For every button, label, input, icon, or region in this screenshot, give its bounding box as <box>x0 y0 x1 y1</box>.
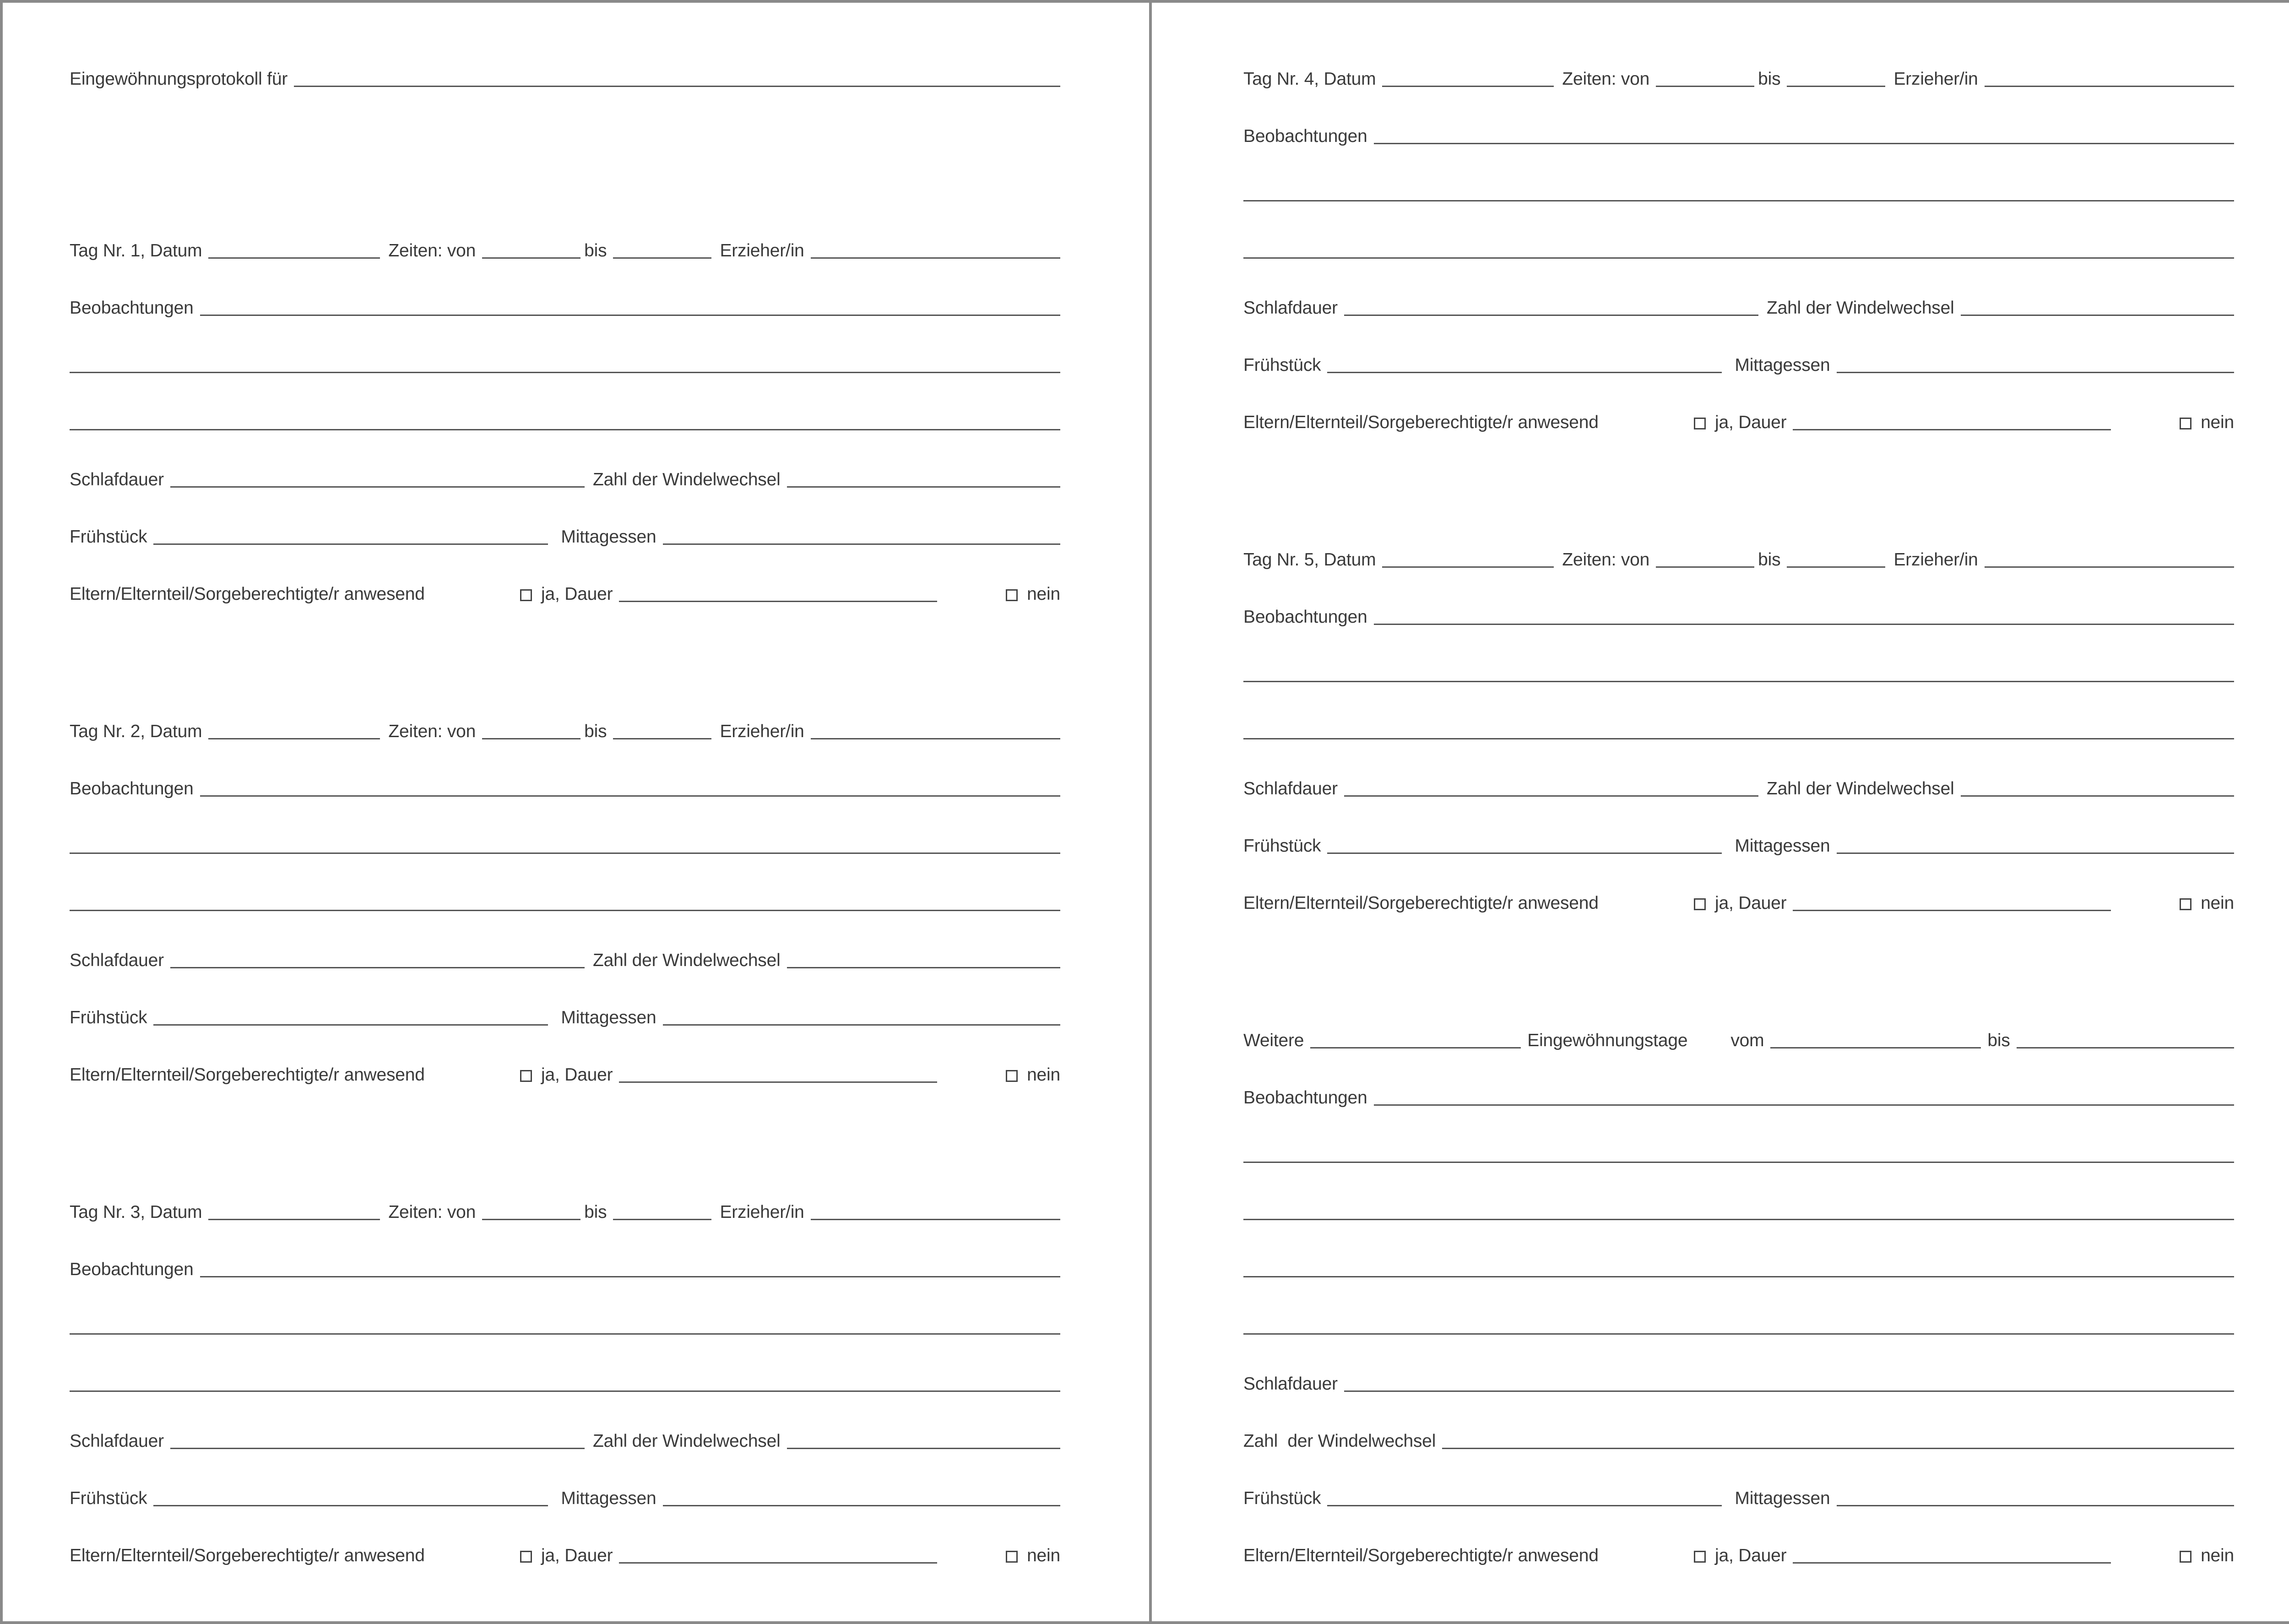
further-nein-option[interactable] <box>2180 1547 2234 1564</box>
day-5-sleep-field[interactable] <box>1344 795 1758 797</box>
day-5-educator-field[interactable] <box>1985 566 2234 568</box>
day-3-observations-line-2 <box>70 1310 1060 1336</box>
bis-label: bis <box>584 1202 607 1222</box>
day-4-educator-field[interactable] <box>1985 86 2234 87</box>
day-5-time-to-field[interactable] <box>1787 566 1885 568</box>
day-4-nein-option[interactable] <box>2180 413 2234 431</box>
day-5-meals-row <box>1243 829 2234 855</box>
day-4-parents-row <box>1243 406 2234 431</box>
bis-label: bis <box>1758 69 1781 89</box>
zeiten-von-label: Zeiten: von <box>388 1202 476 1222</box>
day-5-header-row <box>1243 543 2234 569</box>
ja-dauer-label: ja, Dauer <box>541 1065 613 1085</box>
bis-label: bis <box>584 241 607 261</box>
eltern-label: Eltern/Elternteil/Sorgeberechtigte/r anwesend <box>70 1065 425 1085</box>
day-4-observations-field[interactable] <box>1374 143 2234 144</box>
day-1-educator-field[interactable] <box>811 257 1060 259</box>
fruehstueck-label: Frühstück <box>70 1488 147 1508</box>
further-parents-row <box>1243 1539 2234 1564</box>
windelwechsel-label: Zahl der Windelwechsel <box>592 470 781 489</box>
day-3-title: Tag Nr. 3, Datum <box>70 1202 202 1222</box>
day-5-ja-checkbox[interactable] <box>1694 898 1706 910</box>
day-1-nein-checkbox[interactable] <box>1006 589 1018 601</box>
zeiten-von-label: Zeiten: von <box>1562 550 1650 570</box>
ja-dauer-label: ja, Dauer <box>1715 1546 1787 1565</box>
windelwechsel-label: Zahl der Windelwechsel <box>1243 1431 1436 1451</box>
day-1-observations-field[interactable] <box>200 315 1060 316</box>
day-4-title: Tag Nr. 4, Datum <box>1243 69 1376 89</box>
day-2-observations-field-3[interactable] <box>70 910 1060 911</box>
day-5-lunch-field[interactable] <box>1837 853 2235 854</box>
day-5-nein-checkbox[interactable] <box>2180 898 2191 910</box>
mittagessen-label: Mittagessen <box>561 527 656 547</box>
day-5-sleep-row <box>1243 772 2234 798</box>
mittagessen-label: Mittagessen <box>1735 355 1830 375</box>
day-2-meals-row <box>70 1001 1060 1027</box>
day-4-diaper-field[interactable] <box>1961 315 2234 316</box>
day-4-observations-line-2 <box>1243 177 2234 202</box>
beobachtungen-label: Beobachtungen <box>70 1260 194 1279</box>
further-ja-option[interactable] <box>1694 1547 1793 1564</box>
day-2-sleep-row <box>70 944 1060 969</box>
bis-label: bis <box>1758 550 1781 570</box>
further-breakfast-field[interactable] <box>1327 1505 1722 1506</box>
further-diaper-field[interactable] <box>1442 1448 2234 1449</box>
day-1-observations-row <box>70 291 1060 317</box>
beobachtungen-label: Beobachtungen <box>1243 607 1367 627</box>
day-4-ja-checkbox[interactable] <box>1694 418 1706 429</box>
windelwechsel-label: Zahl der Windelwechsel <box>592 951 781 970</box>
day-3-date-field[interactable] <box>208 1219 380 1220</box>
day-2-time-from-field[interactable] <box>482 738 580 739</box>
day-5-duration-field[interactable] <box>1793 910 2111 911</box>
day-2-lunch-field[interactable] <box>663 1024 1061 1026</box>
day-3-sleep-field[interactable] <box>170 1448 585 1449</box>
zeiten-von-label: Zeiten: von <box>388 722 476 741</box>
day-1-ja-option[interactable] <box>520 585 619 603</box>
day-1-title: Tag Nr. 1, Datum <box>70 241 202 261</box>
day-2-observations-line-3 <box>70 886 1060 912</box>
eltern-label: Eltern/Elternteil/Sorgeberechtigte/r anwesend <box>70 1546 425 1565</box>
child-name-row <box>70 62 1060 88</box>
day-1-observations-line-2 <box>70 348 1060 374</box>
day-3-diaper-field[interactable] <box>787 1448 1060 1449</box>
bis-label: bis <box>584 722 607 741</box>
right-page <box>1149 0 2289 1624</box>
day-2-sleep-field[interactable] <box>170 967 585 968</box>
fruehstueck-label: Frühstück <box>1243 355 1321 375</box>
day-1-time-from-field[interactable] <box>482 257 580 259</box>
day-4-breakfast-field[interactable] <box>1327 372 1722 373</box>
erzieher-label: Erzieher/in <box>1893 550 1978 570</box>
day-1-observations-field-2[interactable] <box>70 372 1060 373</box>
zeiten-von-label: Zeiten: von <box>1562 69 1650 89</box>
fruehstueck-label: Frühstück <box>70 1008 147 1027</box>
day-2-ja-option[interactable] <box>520 1066 619 1084</box>
mittagessen-label: Mittagessen <box>561 1488 656 1508</box>
day-2-observations-field[interactable] <box>200 795 1060 797</box>
further-observations-field-4[interactable] <box>1243 1276 2234 1277</box>
further-observations-line-4 <box>1243 1253 2234 1278</box>
day-4-time-from-field[interactable] <box>1656 86 1754 87</box>
beobachtungen-label: Beobachtungen <box>70 298 194 318</box>
further-observations-line-5 <box>1243 1310 2234 1336</box>
day-5-nein-option[interactable] <box>2180 894 2234 912</box>
eltern-label: Eltern/Elternteil/Sorgeberechtigte/r anwesend <box>1243 1546 1599 1565</box>
nein-label: nein <box>2201 1546 2234 1565</box>
day-2-nein-option[interactable] <box>1006 1066 1060 1084</box>
day-4-nein-checkbox[interactable] <box>2180 418 2191 429</box>
fruehstueck-label: Frühstück <box>1243 1488 1321 1508</box>
further-observations-field[interactable] <box>1374 1104 2234 1106</box>
fruehstueck-label: Frühstück <box>1243 836 1321 856</box>
further-observations-field-3[interactable] <box>1243 1219 2234 1220</box>
schlafdauer-label: Schlafdauer <box>1243 779 1338 798</box>
day-5-breakfast-field[interactable] <box>1327 853 1722 854</box>
day-3-time-to-field[interactable] <box>613 1219 711 1220</box>
ja-dauer-label: ja, Dauer <box>541 584 613 604</box>
day-3-duration-field[interactable] <box>619 1562 937 1564</box>
further-observations-line-2 <box>1243 1138 2234 1164</box>
ja-dauer-label: ja, Dauer <box>1715 893 1787 913</box>
day-2-header-row <box>70 715 1060 740</box>
day-4-ja-option[interactable] <box>1694 413 1793 431</box>
further-lunch-field[interactable] <box>1837 1505 2235 1506</box>
day-5-title: Tag Nr. 5, Datum <box>1243 550 1376 570</box>
form-title: Eingewöhnungsprotokoll für <box>70 69 288 89</box>
further-nein-checkbox[interactable] <box>2180 1551 2191 1563</box>
eltern-label: Eltern/Elternteil/Sorgeberechtigte/r anwesend <box>1243 893 1599 913</box>
bis-label: bis <box>1987 1031 2010 1050</box>
windelwechsel-label: Zahl der Windelwechsel <box>1766 298 1954 318</box>
day-5-time-from-field[interactable] <box>1656 566 1754 568</box>
day-5-observations-line-3 <box>1243 715 2234 740</box>
day-4-observations-line-3 <box>1243 234 2234 260</box>
schlafdauer-label: Schlafdauer <box>70 470 164 489</box>
day-3-observations-line-3 <box>70 1367 1060 1393</box>
erzieher-label: Erzieher/in <box>720 722 804 741</box>
erzieher-label: Erzieher/in <box>720 1202 804 1222</box>
day-1-time-to-field[interactable] <box>613 257 711 259</box>
day-4-observations-field-3[interactable] <box>1243 257 2234 259</box>
schlafdauer-label: Schlafdauer <box>1243 298 1338 318</box>
eltern-label: Eltern/Elternteil/Sorgeberechtigte/r anwesend <box>1243 413 1599 432</box>
eingewoehnungstage-label: Eingewöhnungstage <box>1527 1031 1688 1050</box>
day-5-observations-field[interactable] <box>1374 624 2234 625</box>
further-sleep-row <box>1243 1367 2234 1393</box>
day-3-nein-checkbox[interactable] <box>1006 1551 1018 1563</box>
day-3-ja-option[interactable] <box>520 1547 619 1564</box>
day-5-observations-row <box>1243 600 2234 626</box>
mittagessen-label: Mittagessen <box>1735 1488 1830 1508</box>
day-3-meals-row <box>70 1482 1060 1507</box>
windelwechsel-label: Zahl der Windelwechsel <box>1766 779 1954 798</box>
day-5-observations-line-2 <box>1243 657 2234 683</box>
erzieher-label: Erzieher/in <box>720 241 804 261</box>
day-5-ja-option[interactable] <box>1694 894 1793 912</box>
vom-label: vom <box>1730 1031 1764 1050</box>
day-4-date-field[interactable] <box>1382 86 1554 87</box>
beobachtungen-label: Beobachtungen <box>1243 126 1367 146</box>
day-3-time-from-field[interactable] <box>482 1219 580 1220</box>
day-2-nein-checkbox[interactable] <box>1006 1070 1018 1082</box>
day-1-breakfast-field[interactable] <box>153 543 548 545</box>
day-3-ja-checkbox[interactable] <box>520 1551 532 1563</box>
day-3-lunch-field[interactable] <box>663 1505 1061 1506</box>
day-1-diaper-field[interactable] <box>787 486 1060 488</box>
further-sleep-field[interactable] <box>1344 1390 2234 1392</box>
day-4-duration-field[interactable] <box>1793 429 2111 430</box>
day-4-sleep-field[interactable] <box>1344 315 1758 316</box>
further-observations-row <box>1243 1081 2234 1107</box>
day-4-observations-field-2[interactable] <box>1243 200 2234 201</box>
day-4-time-to-field[interactable] <box>1787 86 1885 87</box>
day-1-date-field[interactable] <box>208 257 380 259</box>
nein-label: nein <box>1027 584 1060 604</box>
day-4-observations-row <box>1243 119 2234 145</box>
further-days-from-field[interactable] <box>1770 1047 1981 1048</box>
further-observations-field-5[interactable] <box>1243 1333 2234 1335</box>
ja-dauer-label: ja, Dauer <box>1715 413 1787 432</box>
day-1-ja-checkbox[interactable] <box>520 589 532 601</box>
eltern-label: Eltern/Elternteil/Sorgeberechtigte/r anwesend <box>70 584 425 604</box>
day-4-sleep-row <box>1243 291 2234 317</box>
windelwechsel-label: Zahl der Windelwechsel <box>592 1431 781 1451</box>
zeiten-von-label: Zeiten: von <box>388 241 476 261</box>
further-meals-row <box>1243 1482 2234 1507</box>
nein-label: nein <box>2201 893 2234 913</box>
day-3-observations-field[interactable] <box>200 1276 1060 1277</box>
day-1-meals-row <box>70 520 1060 546</box>
fruehstueck-label: Frühstück <box>70 527 147 547</box>
further-days-to-field[interactable] <box>2017 1047 2234 1048</box>
day-1-header-row <box>70 234 1060 260</box>
further-ja-checkbox[interactable] <box>1694 1551 1706 1563</box>
day-3-header-row <box>70 1195 1060 1221</box>
day-3-breakfast-field[interactable] <box>153 1505 548 1506</box>
mittagessen-label: Mittagessen <box>561 1008 656 1027</box>
child-name-field[interactable] <box>294 86 1060 87</box>
day-1-sleep-field[interactable] <box>170 486 585 488</box>
day-5-date-field[interactable] <box>1382 566 1554 568</box>
day-5-observations-field-3[interactable] <box>1243 738 2234 739</box>
day-4-header-row <box>1243 62 2234 88</box>
mittagessen-label: Mittagessen <box>1735 836 1830 856</box>
further-duration-field[interactable] <box>1793 1562 2111 1564</box>
schlafdauer-label: Schlafdauer <box>1243 1374 1338 1394</box>
day-2-observations-row <box>70 772 1060 798</box>
day-1-duration-field[interactable] <box>619 601 937 602</box>
day-2-duration-field[interactable] <box>619 1081 937 1083</box>
further-days-row <box>1243 1024 2234 1049</box>
weitere-label: Weitere <box>1243 1031 1304 1050</box>
day-3-observations-field-2[interactable] <box>70 1333 1060 1335</box>
further-diaper-row <box>1243 1424 2234 1450</box>
beobachtungen-label: Beobachtungen <box>70 779 194 798</box>
day-1-observations-field-3[interactable] <box>70 429 1060 430</box>
day-1-parents-row <box>70 577 1060 603</box>
nein-label: nein <box>1027 1546 1060 1565</box>
day-3-educator-field[interactable] <box>811 1219 1060 1220</box>
day-2-observations-field-2[interactable] <box>70 853 1060 854</box>
beobachtungen-label: Beobachtungen <box>1243 1088 1367 1108</box>
day-2-time-to-field[interactable] <box>613 738 711 739</box>
day-5-diaper-field[interactable] <box>1961 795 2234 797</box>
day-2-diaper-field[interactable] <box>787 967 1060 968</box>
day-3-observations-row <box>70 1253 1060 1278</box>
day-3-observations-field-3[interactable] <box>70 1390 1060 1392</box>
day-2-observations-line-2 <box>70 829 1060 855</box>
day-3-nein-option[interactable] <box>1006 1547 1060 1564</box>
day-5-parents-row <box>1243 886 2234 912</box>
further-observations-line-3 <box>1243 1195 2234 1221</box>
day-2-breakfast-field[interactable] <box>153 1024 548 1026</box>
day-1-observations-line-3 <box>70 406 1060 431</box>
day-2-title: Tag Nr. 2, Datum <box>70 722 202 741</box>
schlafdauer-label: Schlafdauer <box>70 951 164 970</box>
day-3-parents-row <box>70 1539 1060 1564</box>
day-2-parents-row <box>70 1058 1060 1084</box>
day-1-lunch-field[interactable] <box>663 543 1061 545</box>
day-2-ja-checkbox[interactable] <box>520 1070 532 1082</box>
day-2-date-field[interactable] <box>208 738 380 739</box>
day-4-lunch-field[interactable] <box>1837 372 2235 373</box>
day-3-sleep-row <box>70 1424 1060 1450</box>
further-days-count-field[interactable] <box>1310 1047 1521 1048</box>
day-4-meals-row <box>1243 348 2234 374</box>
day-5-observations-field-2[interactable] <box>1243 681 2234 682</box>
nein-label: nein <box>1027 1065 1060 1085</box>
erzieher-label: Erzieher/in <box>1893 69 1978 89</box>
nein-label: nein <box>2201 413 2234 432</box>
day-1-sleep-row <box>70 463 1060 489</box>
day-1-nein-option[interactable] <box>1006 585 1060 603</box>
ja-dauer-label: ja, Dauer <box>541 1546 613 1565</box>
further-observations-field-2[interactable] <box>1243 1162 2234 1163</box>
day-2-educator-field[interactable] <box>811 738 1060 739</box>
schlafdauer-label: Schlafdauer <box>70 1431 164 1451</box>
